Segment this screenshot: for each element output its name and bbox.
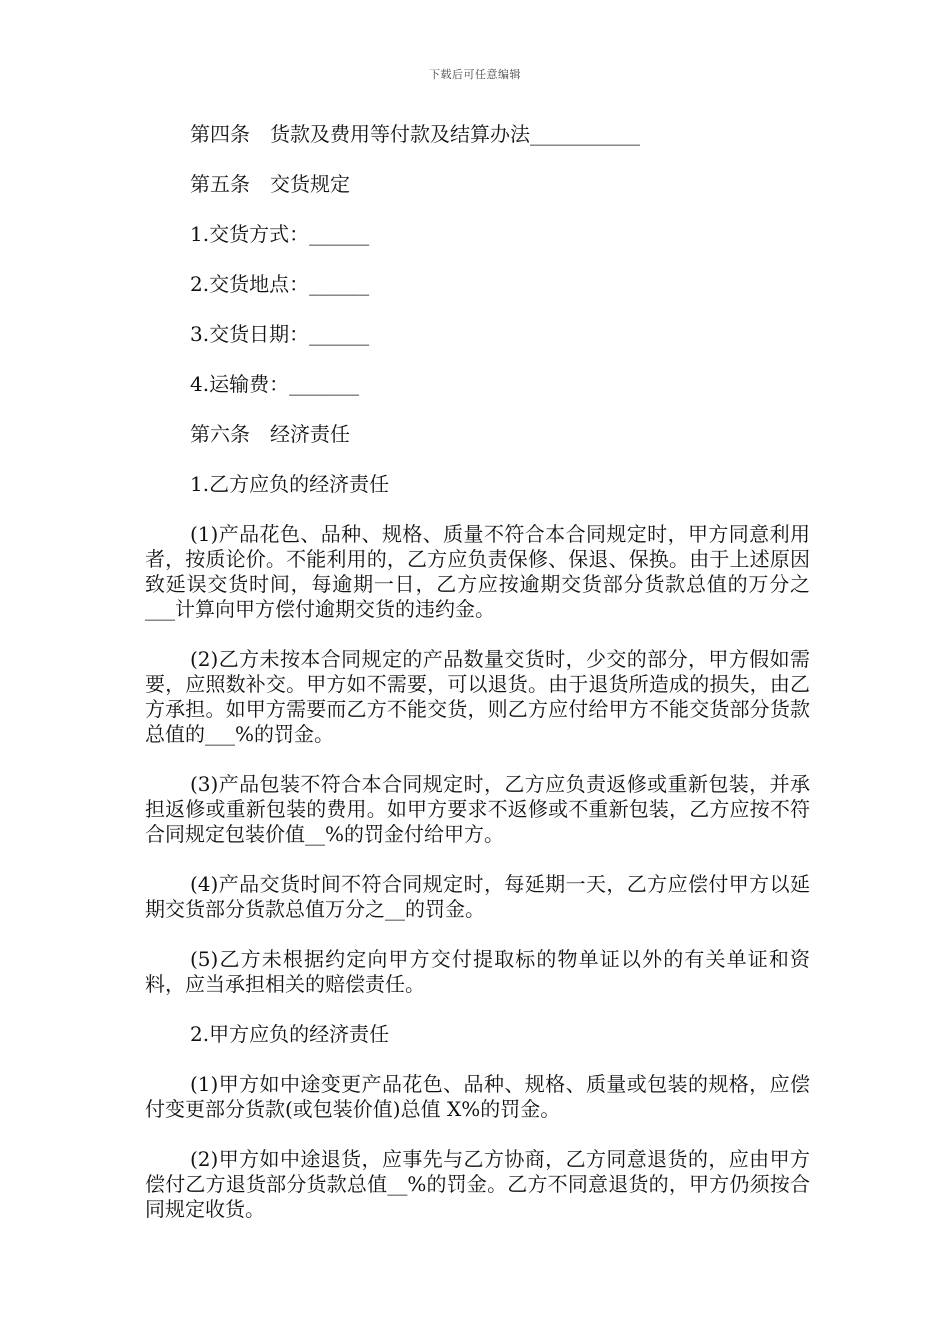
page-header: 下载后可任意编辑 [429,68,521,81]
document-body [145,122,810,1247]
freight-line: 4.运输费：_______ [190,372,360,396]
article-6-heading: 第六条 经济责任 [190,422,350,446]
article-5-heading: 第五条 交货规定 [190,172,350,196]
party-b-liability-heading: 1.乙方应负的经济责任 [190,472,390,496]
party-b-clause-3: (3)产品包装不符合本合同规定时，乙方应负责返修或重新包装，并承担返修或重新包装的费用。如甲方要求不返修或不重新包装，乙方应按不符合同规定包装价值__%的罚金付给甲方。 [145,772,810,846]
delivery-method-line: 1.交货方式：______ [190,222,370,246]
party-b-clause-1: (1)产品花色、品种、规格、质量不符合本合同规定时，甲方同意利用者，按质论价。不能利用的，乙方应负责保修、保退、保换。由于上述原因致延误交货时间，每逾期一日，乙方应按逾期交货部分货款总值的万分之___计算向甲方偿付逾期交货的违约金。 [145,522,810,621]
article-4-heading: 第四条 货款及费用等付款及结算办法___________ [190,122,640,146]
party-b-clause-4: (4)产品交货时间不符合同规定时，每延期一天，乙方应偿付甲方以延期交货部分货款总值万分之__的罚金。 [145,872,810,921]
party-a-clause-2: (2)甲方如中途退货，应事先与乙方协商，乙方同意退货的，应由甲方偿付乙方退货部分货款总值__%的罚金。乙方不同意退货的，甲方仍须按合同规定收货。 [145,1147,810,1221]
delivery-place-line: 2.交货地点：______ [190,272,370,296]
party-a-clause-1: (1)甲方如中途变更产品花色、品种、规格、质量或包装的规格，应偿付变更部分货款(或包装价值)总值 X%的罚金。 [145,1072,810,1121]
delivery-date-line: 3.交货日期：______ [190,322,370,346]
party-b-clause-2: (2)乙方未按本合同规定的产品数量交货时，少交的部分，甲方假如需要，应照数补交。甲方如不需要，可以退货。由于退货所造成的损失，由乙方承担。如甲方需要而乙方不能交货，则乙方应付给甲方不能交货部分货款总值的___%的罚金。 [145,647,810,746]
party-a-liability-heading: 2.甲方应负的经济责任 [190,1022,390,1046]
party-b-clause-5: (5)乙方未根据约定向甲方交付提取标的物单证以外的有关单证和资料，应当承担相关的赔偿责任。 [145,947,810,996]
